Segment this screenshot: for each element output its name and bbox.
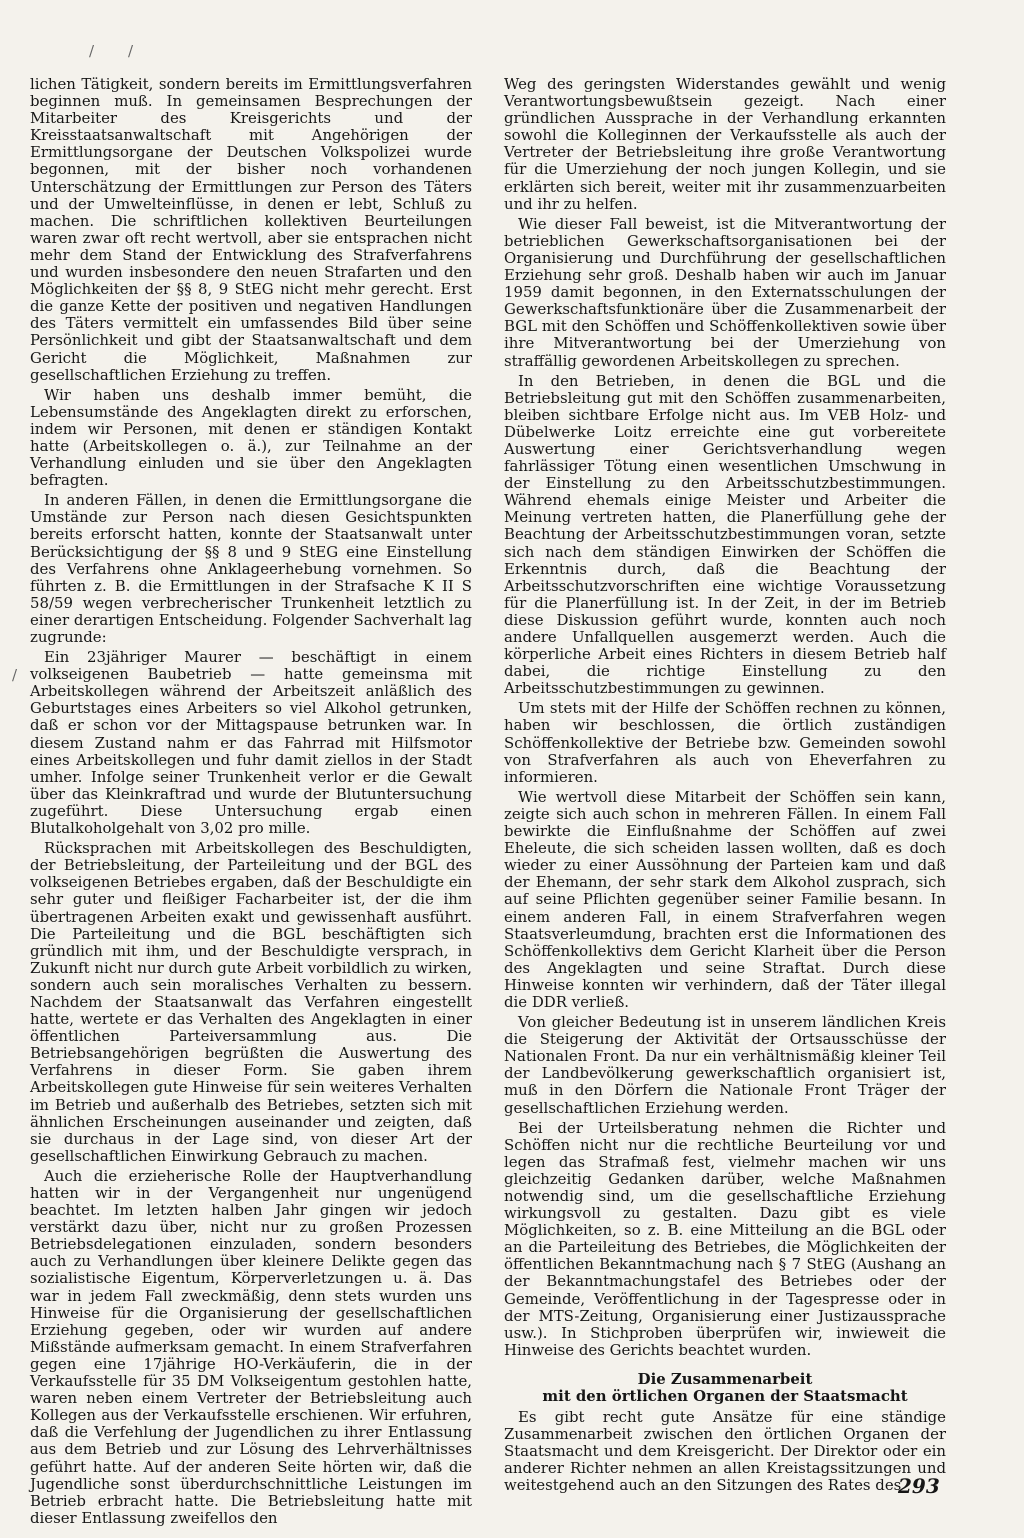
section-heading-line1: Die Zusammenarbeit <box>637 1369 813 1388</box>
margin-mark: / <box>12 666 18 684</box>
paragraph: lichen Tätigkeit, sondern bereits im Ermittlungsverfahren beginnen muß. In gemeinsamen Besprechungen der Mitarbeiter des Kreisgerichts und der Kreisstaatsanwaltschaft mit Angehörigen der Ermittlungsorgane der Deutschen Volkspolizei wurde begonnen, mit der bisher noch vorhandenen Unterschätzung der Ermittlungen zur Person des Täters und der Umwelteinflüsse, in denen er lebt, Schluß zu machen. Die schriftlichen kollektiven Beurteilungen waren zwar oft recht wertvoll, aber sie entsprachen nicht mehr dem Stand der Entwicklung des Strafverfahrens und wurden insbesondere den neuen Strafarten und den Möglichkeiten der §§ 8, 9 StEG nicht mehr gerecht. Erst die ganze Kette der positiven und negativen Handlungen des Täters vermittelt ein umfassendes Bild über seine Persönlichkeit und gibt der Staatsanwaltschaft und dem Gericht die Möglichkeit, Maßnahmen zur gesellschaftlichen Erziehung zu treffen. <box>30 75 472 384</box>
section-heading <box>504 1371 946 1405</box>
paragraph: Es gibt recht gute Ansätze für eine ständige Zusammenarbeit zwischen den örtlichen Organen der Staatsmacht und dem Kreisgericht. Der Direktor oder ein anderer Richter nehmen an allen Kreistagssitzungen und weitestgehend auch an den Sitzungen des Rates des <box>504 1407 946 1495</box>
paragraph: In den Betrieben, in denen die BGL und die Betriebsleitung gut mit den Schöffen zusammenarbeiten, bleiben sichtbare Erfolge nicht aus. Im VEB Holz- und Dübelwerke Loitz erreichte eine gut vorbereitete Auswertung einer Gerichtsverhandlung wegen fahrlässiger Tötung einen wesentlichen Umschwung in der Einstellung zu den Arbeitsschutzbestimmungen. Während ehemals einige Meister und Arbeiter die Meinung vertreten hatten, die Planerfüllung gehe der Beachtung der Arbeitsschutzbestimmungen voran, setzte sich nach dem ständigen Einwirken der Schöffen die Erkenntnis durch, daß die Beachtung der Arbeitsschutzvorschriften eine wichtige Voraussetzung für die Planerfüllung ist. In der Zeit, in der im Betrieb diese Diskussion geführt wurde, konnten auch noch andere Unfallquellen ausgemerzt werden. Auch die körperliche Arbeit eines Richters in diesem Betrieb half dabei, die richtige Einstellung zu den Arbeitsschutzbestimmungen zu gewinnen. <box>504 371 946 698</box>
paragraph: Weg des geringsten Widerstandes gewählt und wenig Verantwortungsbewußtsein gezeigt. Nach einer gründlichen Aussprache in der Verhandlung erkannten sowohl die Kolleginnen der Verkaufsstelle als auch der Vertreter der Betriebsleitung ihre große Verantwortung für die Umerziehung der noch jungen Kollegin, und sie erklärten sich bereit, weiter mit ihr zusammenzuarbeiten und ihr zu helfen. <box>504 75 946 213</box>
paragraph: Um stets mit der Hilfe der Schöffen rechnen zu können, haben wir beschlossen, die örtlich zuständigen Schöffenkollektive der Betriebe bzw. Gemeinden sowohl von Strafverfahren als auch von Eheverfahren zu informieren. <box>504 699 946 786</box>
paragraph: Rücksprachen mit Arbeitskollegen des Beschuldigten, der Betriebsleitung, der Parteileitung und der BGL des volkseigenen Betriebes ergaben, daß der Beschuldigte ein sehr guter und fleißiger Facharbeiter ist, der die ihm übertragenen Arbeiten exakt und gewissenhaft ausführt. Die Parteileitung und die BGL beschäftigten sich gründlich mit ihm, und der Beschuldigte versprach, in Zukunft nicht nur durch gute Arbeit vorbildlich zu wirken, sondern auch sein moralisches Verhalten zu bessern. Nachdem der Staatsanwalt das Verfahren eingestellt hatte, wertete er das Verhalten des Angeklagten in einer öffentlichen Parteiversammlung aus. Die Betriebsangehörigen begrüßten die Auswertung des Verfahrens in dieser Form. Sie gaben ihrem Arbeitskollegen gute Hinweise für sein weiteres Verhalten im Betrieb und außerhalb des Betriebes, setzten sich mit ähnlichen Erscheinungen auseinander und zeigten, daß sie durchaus in der Lage sind, von dieser Art der gesellschaftlichen Einwirkung Gebrauch zu machen. <box>30 839 472 1165</box>
paragraph: Von gleicher Bedeutung ist in unserem ländlichen Kreis die Steigerung der Aktivität der Ortsausschüsse der Nationalen Front. Da nur ein verhältnismäßig kleiner Teil der Landbevölkerung gewerkschaftlich organisiert ist, muß in den Dörfern die Nationale Front Träger der gesellschaftlichen Erziehung werden. <box>504 1013 946 1117</box>
section-heading-line2: mit den örtlichen Organen der Staatsmacht <box>542 1386 908 1405</box>
paragraph: In anderen Fällen, in denen die Ermittlungsorgane die Umstände zur Person nach diesen Gesichtspunkten bereits erforscht hatten, konnte der Staatsanwalt unter Berücksichtigung der §§ 8 und 9 StEG eine Einstellung des Verfahrens ohne Anklageerhebung vornehmen. So führten z. B. die Ermittlungen in der Strafsache K II S 58/59 wegen verbrecherischer Trunkenheit letztlich zu einer derartigen Entscheidung. Folgender Sachverhalt lag zugrunde: <box>30 491 472 646</box>
page-number: 293 <box>898 1474 940 1498</box>
margin-mark: / <box>128 42 134 60</box>
paragraph: Bei der Urteilsberatung nehmen die Richter und Schöffen nicht nur die rechtliche Beurteilung vor und legen das Strafmaß fest, vielmehr machen wir uns gleichzeitig Gedanken darüber, welche Maßnahmen notwendig sind, um die gesellschaftliche Erziehung wirkungsvoll zu gestalten. Dazu gibt es viele Möglichkeiten, so z. B. eine Mitteilung an die BGL oder an die Parteileitung des Betriebes, die Möglichkeiten der öffentlichen Bekanntmachung nach § 7 StEG (Aushang an der Bekanntmachungstafel des Betriebes oder der Gemeinde, Veröffentlichung in der Tagespresse oder in der MTS-Zeitung, Organisierung einer Justizaussprache usw.). In Stichproben überprüfen wir, inwieweit die Hinweise des Gerichts beachtet wurden. <box>504 1118 946 1359</box>
left-column <box>30 76 472 1530</box>
paragraph: Ein 23jähriger Maurer — beschäftigt in einem volkseigenen Baubetrieb — hatte gemeinsma mit Arbeitskollegen während der Arbeitszeit anläßlich des Geburtstages eines Arbeiters so viel Alkohol getrunken, daß er schon vor der Mittagspause betrunken war. In diesem Zustand nahm er das Fahrrad mit Hilfsmotor eines Arbeitskollegen und fuhr damit ziellos in der Stadt umher. Infolge seiner Trunkenheit verlor er die Gewalt über das Kleinkraftrad und wurde der Blutuntersuchung zugeführt. Diese Untersuchung ergab einen Blutalkoholgehalt von 3,02 pro mille. <box>30 648 472 838</box>
margin-mark: / <box>89 42 95 60</box>
paragraph: Auch die erzieherische Rolle der Hauptverhandlung hatten wir in der Vergangenheit nur ungenügend beachtet. Im letzten halben Jahr gingen wir jedoch verstärkt dazu über, nicht nur zu großen Prozessen Betriebsdelegationen einzuladen, sondern besonders auch zu Verhandlungen über kleinere Delikte gegen das sozialistische Eigentum, Körperverletzungen u. ä. Das war in jedem Fall zweckmäßig, denn stets wurden uns Hinweise für die Organisierung der gesellschaftlichen Erziehung gegeben, oder wir wurden auf andere Mißstände aufmerksam gemacht. In einem Strafverfahren gegen eine 17jährige HO-Verkäuferin, die in der Verkaufsstelle für 35 DM Volkseigentum gestohlen hatte, waren neben einem Vertreter der Betriebsleitung auch Kollegen aus der Verkaufsstelle erschienen. Wir erfuhren, daß die Verfehlung der Jugendlichen zu ihrer Entlassung aus dem Betrieb und zur Lösung des Lehrverhältnisses geführt hatte. Auf der anderen Seite hörten wir, daß die Jugendliche sonst überdurchschnittliche Leistungen im Betrieb erbracht hatte. Die Betriebsleitung hatte mit dieser Entlassung zweifellos den <box>30 1166 472 1527</box>
paragraph: Wir haben uns deshalb immer bemüht, die Lebensumstände des Angeklagten direkt zu erforschen, indem wir Personen, mit denen er ständigen Kontakt hatte (Arbeitskollegen o. ä.), zur Teilnahme an der Verhandlung einluden und sie über den Angeklagten befragten. <box>30 385 472 490</box>
right-column <box>504 76 946 1497</box>
paragraph: Wie wertvoll diese Mitarbeit der Schöffen sein kann, zeigte sich auch schon in mehreren Fällen. In einem Fall bewirkte die Einflußnahme der Schöffen auf zwei Eheleute, die sich scheiden lassen wollten, daß es doch wieder zu einer Aussöhnung der Parteien kam und daß der Ehemann, der sehr stark dem Alkohol zusprach, sich auf seine Pflichten gegenüber seiner Familie besann. In einem anderen Fall, in einem Strafverfahren wegen Staatsverleumdung, brachten erst die Informationen des Schöffenkollektivs dem Gericht Klarheit über die Person des Angeklagten und seine Straftat. Durch diese Hinweise konnten wir verhindern, daß der Täter illegal die DDR verließ. <box>504 787 946 1011</box>
paragraph: Wie dieser Fall beweist, ist die Mitverantwortung der betrieblichen Gewerkschaftsorganisationen bei der Organisierung und Durchführung der gesellschaftlichen Erziehung sehr groß. Deshalb haben wir auch im Januar 1959 damit begonnen, in den Externatsschulungen der Gewerkschaftsfunktionäre über die Zusammenarbeit der BGL mit den Schöffen und Schöffenkollektiven sowie über ihre Mitverantwortung bei der Umerziehung von straffällig gewordenen Arbeitskollegen zu sprechen. <box>504 214 946 370</box>
